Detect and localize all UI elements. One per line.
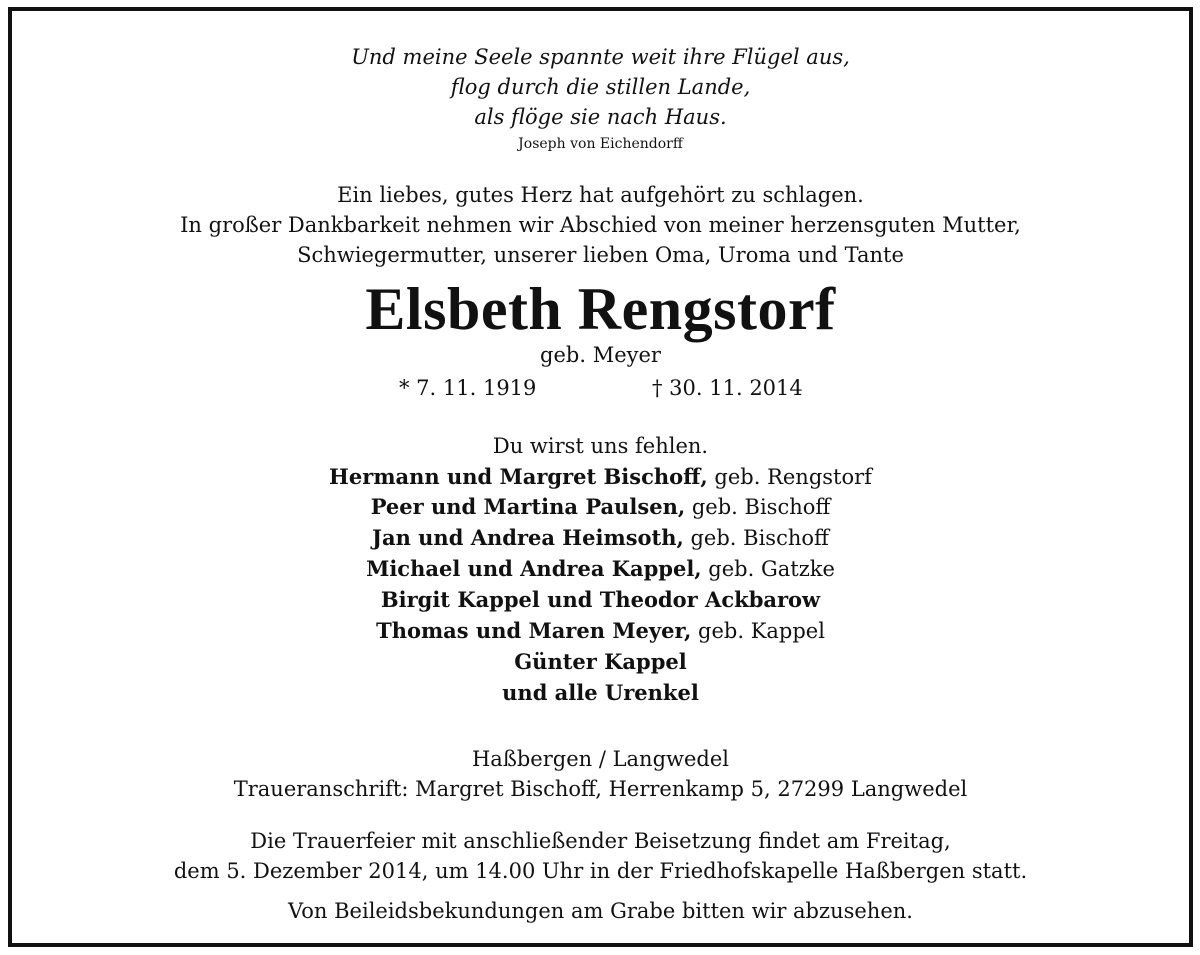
- ceremony-line: dem 5. Dezember 2014, um 14.00 Uhr in der Friedhofskapelle Haßbergen statt.: [173, 859, 1028, 883]
- family-geb: geb. Rengstorf: [714, 465, 872, 489]
- family-line: [12, 587, 1189, 612]
- family-names: Hermann und Margret Bischoff,: [329, 464, 708, 489]
- deceased-name: Elsbeth Rengstorf: [365, 276, 836, 342]
- family-names: Peer und Martina Paulsen,: [370, 494, 686, 519]
- family-line: [12, 464, 1189, 489]
- closing-line: Von Beileidsbekundungen am Grabe bitten wir abzusehen.: [288, 899, 913, 923]
- poem-line: als flöge sie nach Haus.: [474, 105, 727, 129]
- address-line: Traueranschrift: Margret Bischoff, Herrenkamp 5, 27299 Langwedel: [233, 777, 968, 801]
- family-geb: geb. Kappel: [698, 619, 825, 643]
- family-names: Günter Kappel: [514, 649, 687, 674]
- obituary-content: [12, 11, 1189, 943]
- family-names: Birgit Kappel und Theodor Ackbarow: [380, 587, 821, 612]
- family-line: [12, 556, 1189, 581]
- family-line: [12, 618, 1189, 643]
- intro-line: Schwiegermutter, unserer lieben Oma, Uroma und Tante: [297, 243, 904, 267]
- maiden-name: geb. Meyer: [540, 343, 661, 367]
- farewell-line: Du wirst uns fehlen.: [492, 434, 709, 458]
- poem-line: flog durch die stillen Lande,: [450, 75, 751, 99]
- family-geb: geb. Bischoff: [690, 526, 829, 550]
- family-names: Thomas und Maren Meyer,: [376, 618, 692, 643]
- ceremony-line: Die Trauerfeier mit anschließender Beisetzung findet am Freitag,: [250, 829, 951, 853]
- family-line: [12, 680, 1189, 705]
- family-line: [12, 494, 1189, 519]
- family-names: Michael und Andrea Kappel,: [366, 556, 702, 581]
- family-geb: geb. Bischoff: [691, 495, 831, 519]
- obituary-frame: [8, 7, 1193, 947]
- poem-line: Und meine Seele spannte weit ihre Flügel aus,: [351, 45, 850, 69]
- family-geb: geb. Gatzke: [708, 557, 835, 581]
- place-line: Haßbergen / Langwedel: [471, 747, 729, 771]
- birth-date: * 7. 11. 1919: [399, 376, 537, 400]
- intro-line: In großer Dankbarkeit nehmen wir Abschied von meiner herzensguten Mutter,: [180, 213, 1021, 237]
- poem-author: Joseph von Eichendorff: [518, 136, 683, 152]
- family-names: Jan und Andrea Heimsoth,: [372, 525, 684, 550]
- family-names: und alle Urenkel: [502, 680, 699, 705]
- death-date: † 30. 11. 2014: [652, 376, 803, 400]
- intro-line: Ein liebes, gutes Herz hat aufgehört zu schlagen.: [337, 183, 864, 207]
- family-line: [12, 649, 1189, 674]
- family-line: [12, 525, 1189, 550]
